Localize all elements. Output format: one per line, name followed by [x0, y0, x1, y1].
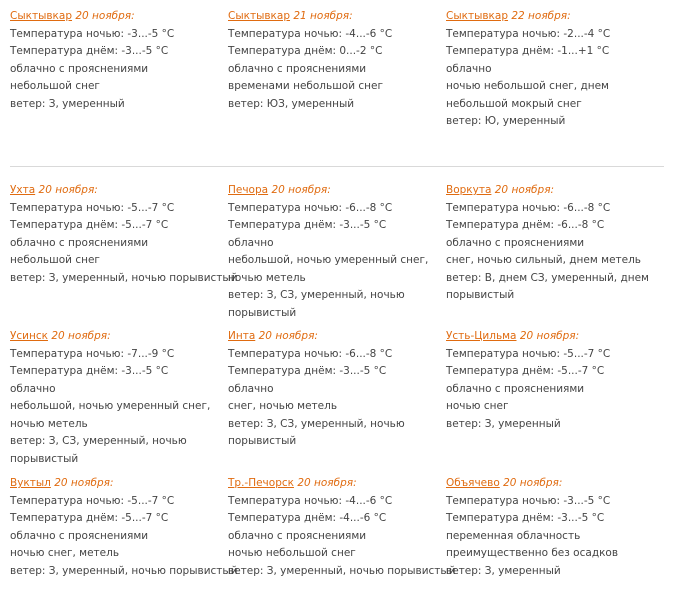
- forecast-card-header: [10, 475, 222, 493]
- forecast-row: [0, 328, 678, 475]
- wind: ветер: З, СЗ, умеренный, ночью порывистый: [10, 435, 187, 465]
- forecast-card: [228, 8, 440, 113]
- forecast-card: [10, 328, 222, 468]
- forecast-date: 20 ноября:: [297, 477, 357, 489]
- cloud-condition: облачно с прояснениями: [446, 382, 585, 395]
- cloud-condition: облачно: [10, 382, 56, 395]
- forecast-card-header: [446, 8, 668, 26]
- night-temperature: Температура ночью: -3...-5 °C: [10, 27, 175, 40]
- precipitation: временами небольшой снег: [228, 80, 384, 92]
- wind: ветер: З, умеренный, ночью порывистый: [228, 564, 456, 577]
- forecast-date: 21 ноября:: [293, 10, 353, 22]
- day-temperature: Температура днём: -1...+1 °C: [446, 45, 610, 57]
- forecast-card: [446, 182, 668, 305]
- forecast-card: [446, 8, 668, 131]
- forecast-card: [228, 182, 440, 322]
- city-link[interactable]: Сыктывкар: [10, 10, 73, 22]
- forecast-date: 20 ноября:: [519, 330, 580, 342]
- precipitation: преимущественно без осадков: [446, 547, 619, 559]
- forecast-date: 20 ноября:: [51, 330, 111, 342]
- forecast-card: [446, 328, 668, 433]
- wind: ветер: З, СЗ, умеренный, ночью порывистый: [228, 289, 405, 319]
- night-temperature: Температура ночью: -6...-8 °C: [228, 201, 393, 214]
- forecast-card: [446, 475, 668, 580]
- forecast-date: 20 ноября:: [271, 184, 331, 196]
- forecast-date: 20 ноября:: [38, 184, 98, 196]
- forecast-card-header: [446, 182, 668, 200]
- section-divider: [10, 166, 664, 167]
- city-link[interactable]: Вуктыл: [10, 477, 51, 489]
- city-link[interactable]: Воркута: [446, 184, 492, 196]
- forecast-card-header: [446, 475, 668, 493]
- forecast-date: 22 ноября:: [511, 10, 571, 22]
- forecast-date: 20 ноября:: [258, 330, 318, 342]
- precipitation: небольшой, ночью умеренный снег, ночью метель: [10, 400, 211, 430]
- forecast-card: [10, 182, 238, 287]
- night-temperature: Температура ночью: -5...-7 °C: [10, 494, 175, 507]
- cloud-condition: облачно с прояснениями: [446, 236, 585, 249]
- precipitation: небольшой снег: [10, 80, 100, 92]
- precipitation: ночью небольшой снег, днем небольшой мокрый снег: [446, 80, 609, 110]
- forecast-row: [0, 8, 678, 154]
- precipitation: небольшой, ночью умеренный снег, ночью метель: [228, 254, 429, 284]
- wind: ветер: З, умеренный: [10, 97, 125, 110]
- forecast-card-header: [10, 328, 222, 346]
- night-temperature: Температура ночью: -4...-6 °C: [228, 27, 393, 40]
- night-temperature: Температура ночью: -4...-6 °C: [228, 494, 393, 507]
- forecast-card-header: [228, 328, 440, 346]
- day-temperature: Температура днём: -6...-8 °C: [446, 219, 605, 231]
- forecast-row: [0, 475, 678, 585]
- wind: ветер: З, умеренный: [446, 417, 561, 430]
- city-link[interactable]: Печора: [228, 184, 269, 196]
- city-link[interactable]: Усинск: [10, 330, 48, 342]
- precipitation: ночью снег, метель: [10, 547, 120, 559]
- forecast-card-header: [10, 8, 222, 26]
- night-temperature: Температура ночью: -7...-9 °C: [10, 347, 175, 360]
- night-temperature: Температура ночью: -6...-8 °C: [446, 201, 611, 214]
- wind: ветер: З, умеренный, ночью порывистый: [10, 271, 238, 284]
- night-temperature: Температура ночью: -5...-7 °C: [446, 347, 611, 360]
- precipitation: ночью небольшой снег: [228, 547, 356, 559]
- wind: ветер: З, умеренный: [446, 564, 561, 577]
- forecast-card: [228, 328, 440, 451]
- wind: ветер: З, СЗ, умеренный, ночью порывистый: [228, 417, 405, 447]
- city-link[interactable]: Сыктывкар: [446, 10, 509, 22]
- forecast-row: [0, 182, 678, 328]
- day-temperature: Температура днём: 0...-2 °C: [228, 45, 383, 57]
- city-link[interactable]: Тр.-Печорск: [228, 477, 294, 489]
- city-link[interactable]: Инта: [228, 330, 256, 342]
- precipitation: снег, ночью сильный, днем метель: [446, 254, 641, 266]
- cloud-condition: облачно с прояснениями: [228, 62, 367, 75]
- forecast-card-header: [228, 182, 440, 200]
- regional-forecast-section: [0, 182, 678, 585]
- day-temperature: Температура днём: -5...-7 °C: [10, 219, 169, 231]
- city-link[interactable]: Усть-Цильма: [446, 330, 517, 342]
- cloud-condition: переменная облачность: [446, 529, 581, 542]
- forecast-card-header: [228, 475, 440, 493]
- day-temperature: Температура днём: -5...-7 °C: [10, 512, 169, 524]
- day-temperature: Температура днём: -3...-5 °C: [10, 365, 169, 377]
- night-temperature: Температура ночью: -3...-5 °C: [446, 494, 611, 507]
- forecast-card-header: [446, 328, 668, 346]
- cloud-condition: облачно с прояснениями: [10, 529, 149, 542]
- precipitation: снег, ночью метель: [228, 400, 338, 412]
- city-link[interactable]: Ухта: [10, 184, 36, 196]
- forecast-card: [228, 475, 456, 580]
- cloud-condition: облачно: [228, 236, 274, 249]
- day-temperature: Температура днём: -3...-5 °C: [228, 365, 387, 377]
- cloud-condition: облачно с прояснениями: [10, 62, 149, 75]
- forecast-date: 20 ноября:: [503, 477, 563, 489]
- city-link[interactable]: Объячево: [446, 477, 500, 489]
- wind: ветер: ЮЗ, умеренный: [228, 97, 355, 110]
- forecast-date: 20 ноября:: [494, 184, 555, 196]
- night-temperature: Температура ночью: -5...-7 °C: [10, 201, 175, 214]
- forecast-card: [10, 475, 238, 580]
- wind: ветер: Ю, умеренный: [446, 115, 566, 127]
- precipitation: ночью снег: [446, 400, 509, 412]
- forecast-date: 20 ноября:: [75, 10, 135, 22]
- cloud-condition: облачно: [446, 62, 492, 75]
- night-temperature: Температура ночью: -6...-8 °C: [228, 347, 393, 360]
- day-temperature: Температура днём: -3...-5 °C: [446, 512, 605, 524]
- precipitation: небольшой снег: [10, 254, 100, 266]
- syktyvkar-forecast-section: [0, 8, 678, 154]
- forecast-date: 20 ноября:: [54, 477, 114, 489]
- forecast-card-header: [10, 182, 222, 200]
- forecast-card-header: [228, 8, 440, 26]
- cloud-condition: облачно: [228, 382, 274, 395]
- day-temperature: Температура днём: -4...-6 °C: [228, 512, 387, 524]
- day-temperature: Температура днём: -3...-5 °C: [10, 45, 169, 57]
- cloud-condition: облачно с прояснениями: [228, 529, 367, 542]
- cloud-condition: облачно с прояснениями: [10, 236, 149, 249]
- night-temperature: Температура ночью: -2...-4 °C: [446, 27, 611, 40]
- wind: ветер: З, умеренный, ночью порывистый: [10, 564, 238, 577]
- day-temperature: Температура днём: -3...-5 °C: [228, 219, 387, 231]
- day-temperature: Температура днём: -5...-7 °C: [446, 365, 605, 377]
- forecast-card: [10, 8, 222, 113]
- wind: ветер: В, днем СЗ, умеренный, днем порывистый: [446, 271, 649, 301]
- city-link[interactable]: Сыктывкар: [228, 10, 291, 22]
